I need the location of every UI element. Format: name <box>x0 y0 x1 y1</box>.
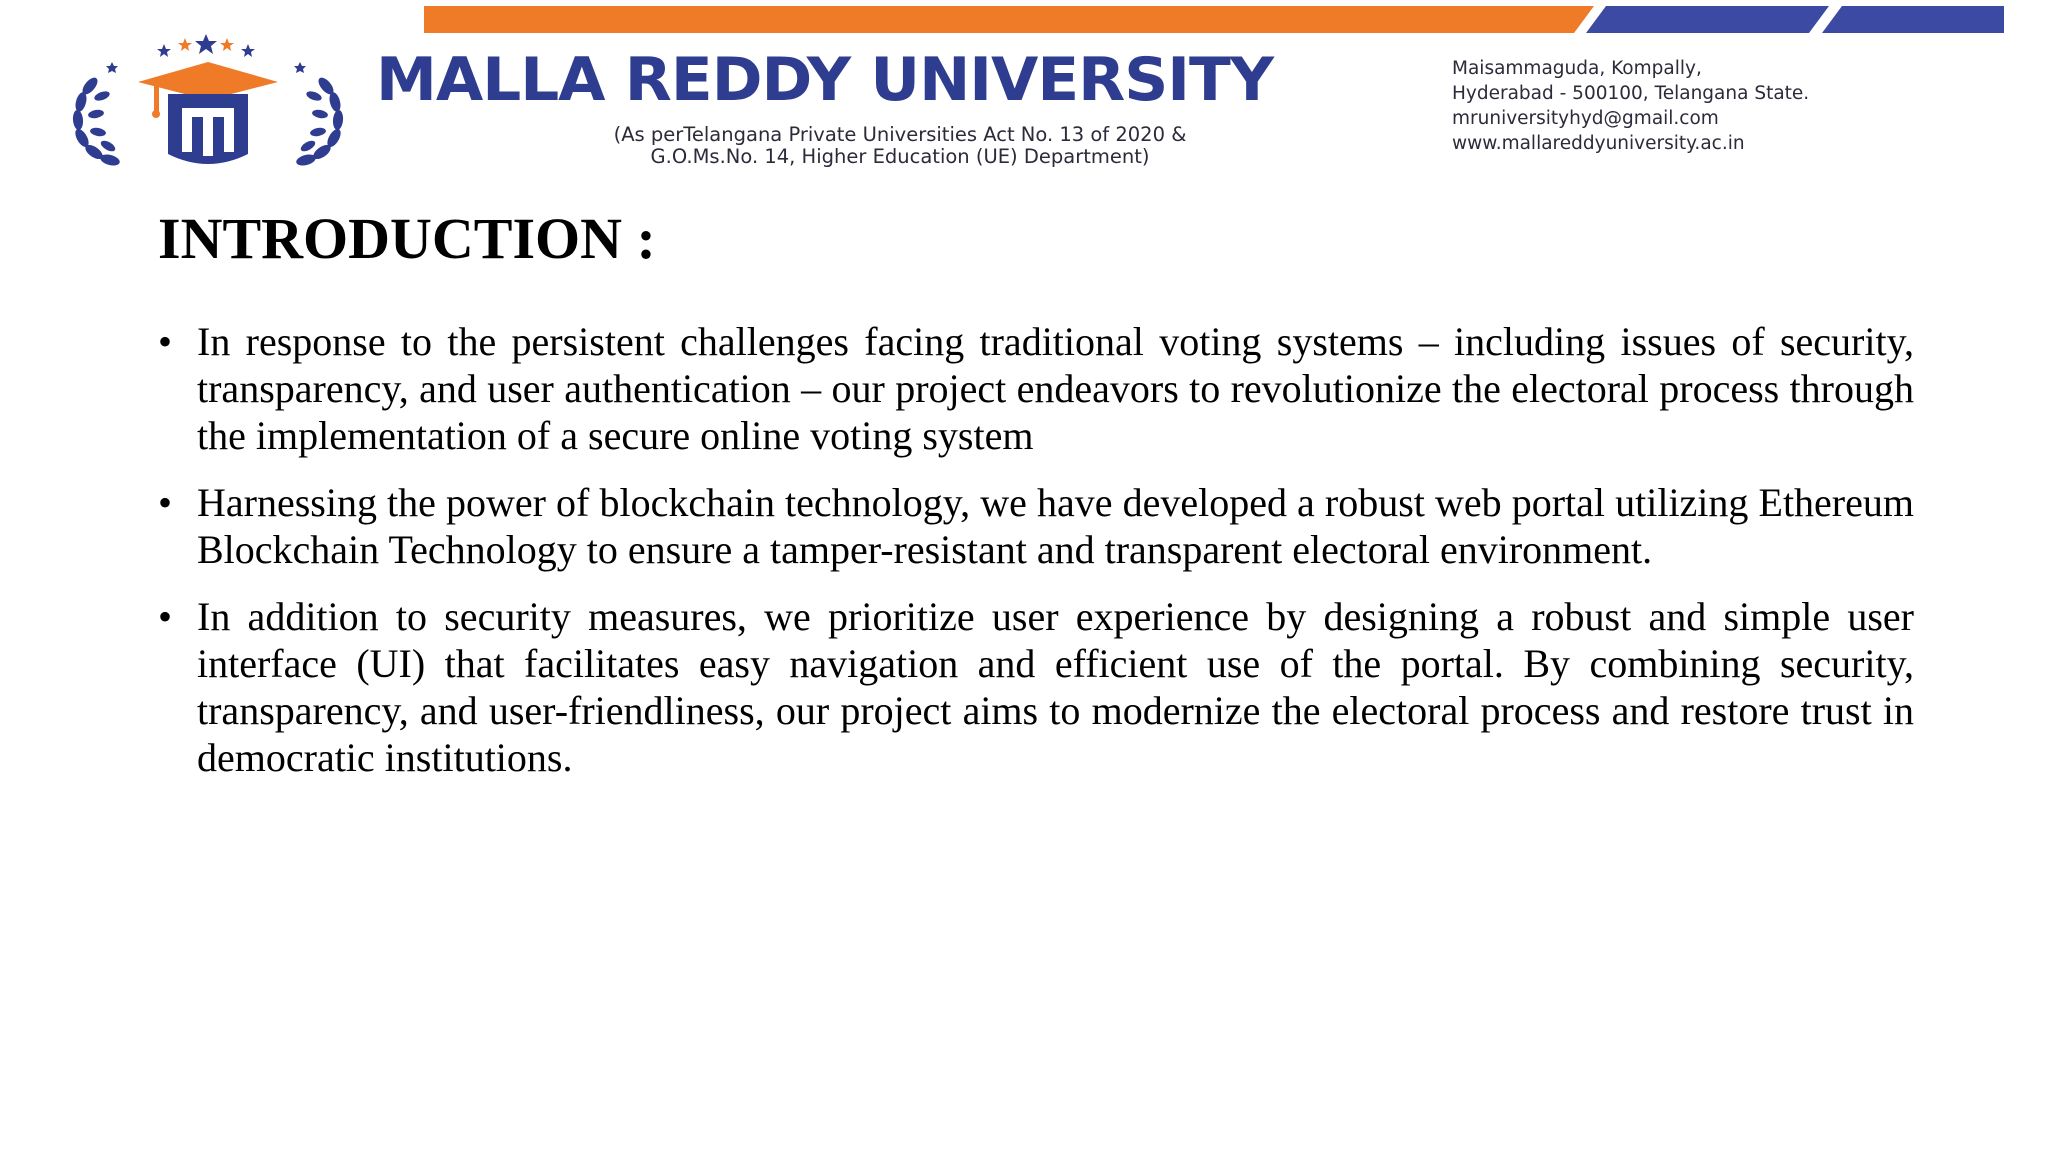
bullet-text: In response to the persistent challenges facing traditional voting systems – including issues of security, transparency, and user authentication – our project endeavors to revolutionize the electoral process through the implementation of a secure online voting system <box>197 319 1914 458</box>
bullet-dot: • <box>158 594 173 639</box>
act-line-1: (As perTelangana Private Universities Act No. 13 of 2020 & <box>613 123 1187 146</box>
bullet-dot: • <box>158 319 173 364</box>
contact-website: www.mallareddyuniversity.ac.in <box>1452 133 1745 154</box>
university-logo <box>68 34 348 174</box>
list-item <box>158 318 1914 459</box>
header-color-stripe <box>424 6 2004 33</box>
act-line-2: G.O.Ms.No. 14, Higher Education (UE) Department) <box>650 145 1150 168</box>
contact-email: mruniversityhyd@gmail.com <box>1452 108 1719 129</box>
university-act-text <box>480 124 1320 168</box>
address-line-2: Hyderabad - 500100, Telangana State. <box>1452 83 1810 104</box>
university-contact-block <box>1452 56 1809 156</box>
university-name: MALLA REDDY UNIVERSITY <box>376 45 1274 115</box>
slide-title: INTRODUCTION : <box>158 206 656 271</box>
bullet-list <box>158 318 1914 801</box>
list-item <box>158 479 1914 573</box>
list-item <box>158 593 1914 781</box>
bullet-dot: • <box>158 480 173 525</box>
bullet-text: Harnessing the power of blockchain technology, we have developed a robust web portal utilizing Ethereum Blockchain Technology to ensure a tamper-resistant and transparent electoral environment. <box>197 480 1914 572</box>
address-line-1: Maisammaguda, Kompally, <box>1452 58 1702 79</box>
bullet-text: In addition to security measures, we prioritize user experience by designing a robust and simple user interface (UI) that facilitates easy navigation and efficient use of the portal. By combining security, transparency, and user-friendliness, our project aims to modernize the electoral process and restore trust in democratic institutions. <box>197 594 1914 780</box>
